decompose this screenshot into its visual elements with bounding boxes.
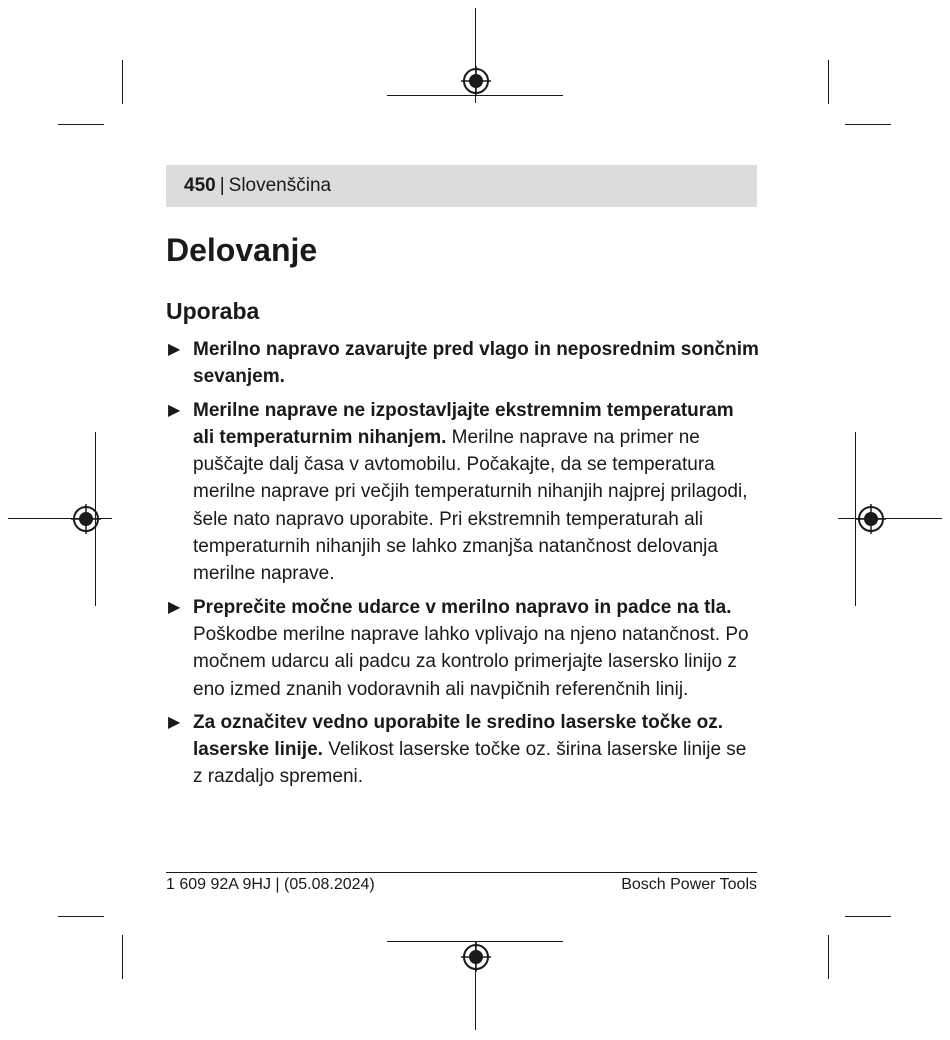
bullet-text: Poškodbe merilne naprave lahko vplivajo na njeno natančnost. Po močnem udarcu ali padcu za kontrolo primerjajte lasersko linijo z eno izmed znanih vodoravnih ali navpičnih referenčnih linij. (193, 623, 749, 700)
registration-mark-icon (71, 504, 101, 534)
crop-mark (122, 60, 123, 104)
bullet-text: Velikost laserske točke oz. širina laserske linije se z razdaljo spremeni. (193, 739, 747, 788)
crop-mark (58, 916, 104, 917)
page-footer (166, 872, 757, 894)
publisher-name: Bosch Power Tools (621, 876, 757, 893)
bullet-bold-text: Preprečite močne udarce v merilno napravo in padce na tla. (193, 596, 732, 618)
bullet-bold-text: Za označitev vedno uporabite le sredino laserske točke oz. laserske linije. (193, 711, 724, 761)
list-item (166, 709, 760, 791)
bullet-bold-text: Merilne naprave ne izpostavljajte ekstremnim temperaturam ali temperaturnim nihanjem. (193, 399, 734, 448)
crop-mark (122, 935, 123, 979)
list-item (166, 397, 760, 588)
crop-mark (845, 916, 891, 917)
page-number: 450 (184, 175, 216, 196)
bullet-text: Merilne naprave na primer ne puščajte dalj časa v avtomobilu. Počakajte, da se temperatura merilne naprave pri večjih temperaturnih nihanjih najprej prilagodi, šele nato napravo uporabite. Pri ekstremnih temperaturah ali temperaturnih nihanjih se lahko zmanjša natančnost delovanja merilne naprave. (193, 426, 748, 585)
crop-mark (845, 124, 891, 125)
registration-mark-icon (461, 66, 491, 96)
running-header (166, 165, 757, 207)
section-heading: Uporaba (166, 298, 260, 324)
bullet-list (166, 336, 760, 791)
registration-mark-icon (461, 942, 491, 972)
list-item (166, 594, 760, 703)
bullet-bold-text: Merilno napravo zavarujte pred vlago in neposrednim sončnim sevanjem. (193, 339, 759, 388)
arrow-bullet-icon: ▶ (168, 401, 181, 419)
page-title: Delovanje (166, 232, 318, 268)
document-number: 1 609 92A 9HJ | (05.08.2024) (166, 876, 375, 893)
header-separator: | (219, 175, 225, 196)
arrow-bullet-icon: ▶ (168, 713, 181, 731)
crop-mark (828, 935, 829, 979)
crop-mark (828, 60, 829, 104)
main-content (166, 222, 760, 797)
registration-mark-icon (856, 504, 886, 534)
registration-line (838, 518, 942, 519)
list-item (166, 336, 760, 391)
crop-mark (58, 124, 104, 125)
arrow-bullet-icon: ▶ (168, 341, 181, 358)
language-label: Slovenščina (228, 175, 332, 196)
arrow-bullet-icon: ▶ (168, 598, 181, 616)
